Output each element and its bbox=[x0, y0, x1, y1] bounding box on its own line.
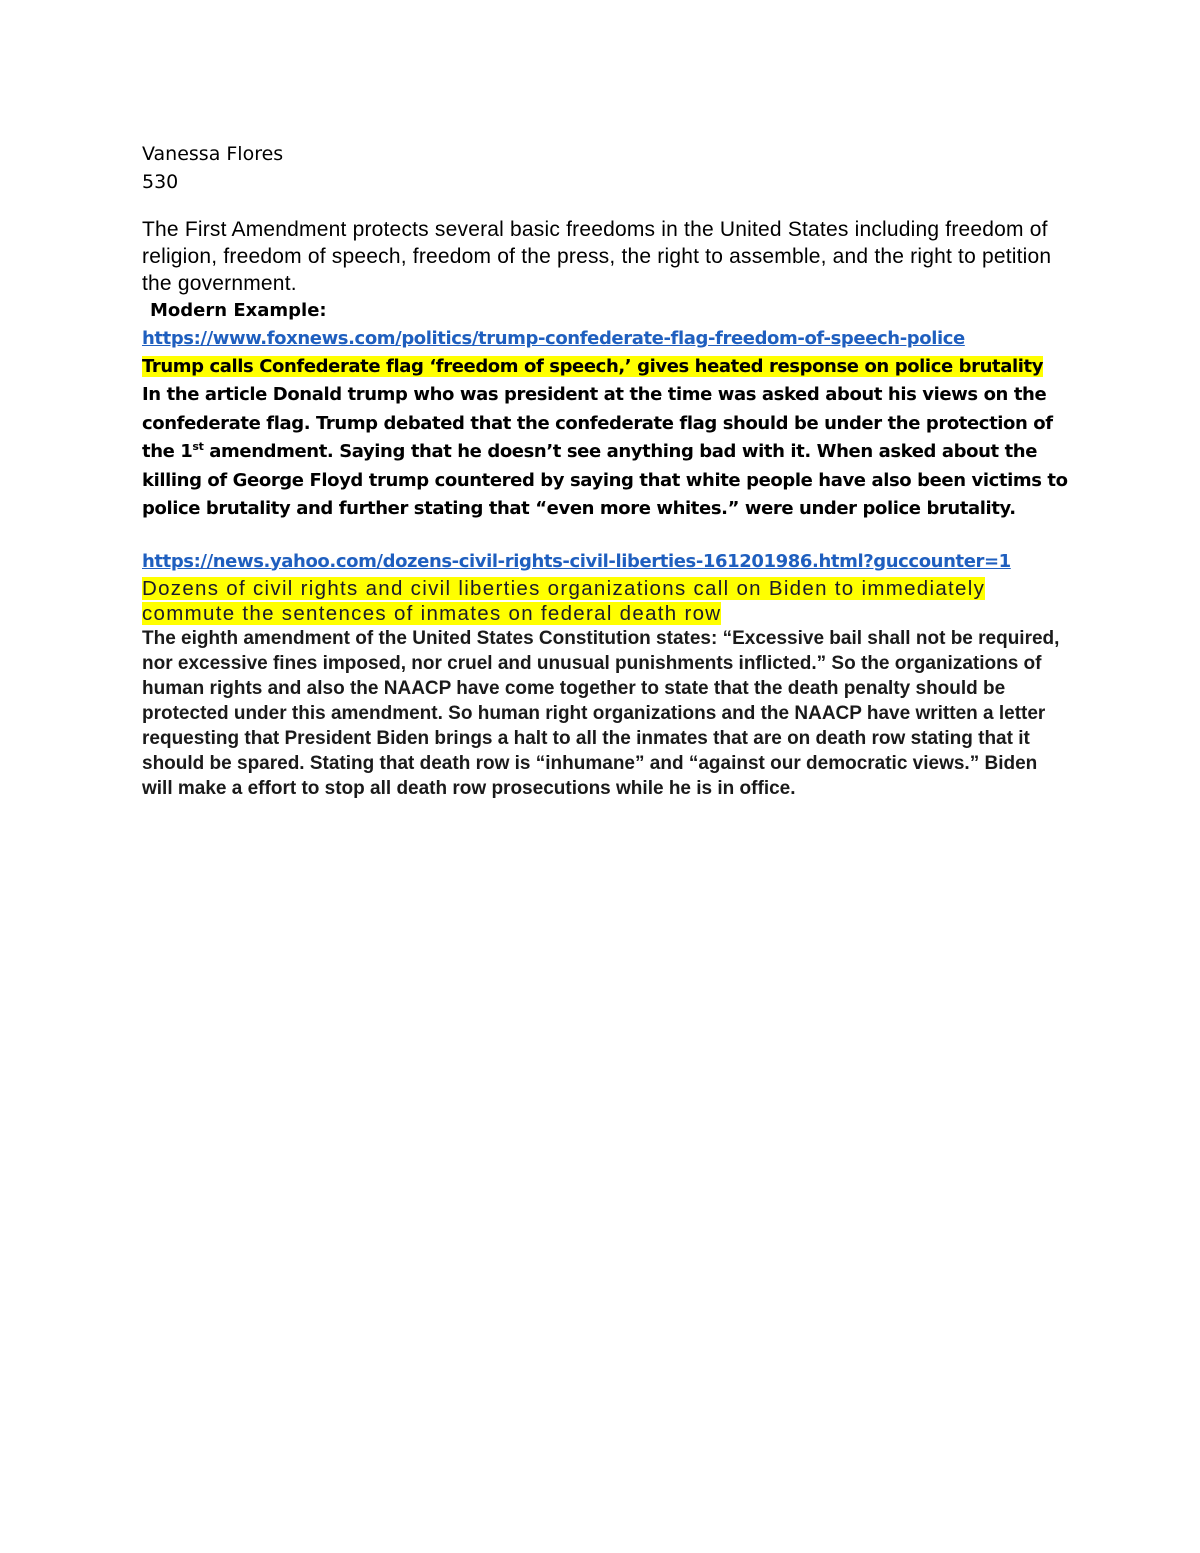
spacer bbox=[142, 524, 1072, 548]
foxnews-summary bbox=[142, 381, 1072, 524]
intro-paragraph: The First Amendment protects several basic freedoms in the United States including freedom of religion, freedom of speech, freedom of the press, the right to assemble, and the right to petition the government. bbox=[142, 218, 1052, 295]
yahoo-link[interactable]: https://news.yahoo.com/dozens-civil-rights-civil-liberties-161201986.html?guccounter=1 bbox=[142, 550, 1011, 572]
yahoo-summary: The eighth amendment of the United States Constitution states: “Excessive bail shall not be required, nor excessive fines imposed, nor cruel and unusual punishments inflicted.” So the organizations of human rights and also the NAACP have come together to state that the death penalty should be protected under this amendment. So human right organizations and the NAACP have written a letter requesting that President Biden brings a halt to all the inmates that are on death row stating that it should be spared. Stating that death row is “inhumane” and “against our democratic views.” Biden will make a effort to stop all death row prosecutions while he is in office. bbox=[142, 627, 1060, 799]
foxnews-headline-text: Trump calls Confederate flag ‘freedom of speech,’ gives heated response on police brutality bbox=[142, 356, 1044, 377]
yahoo-headline bbox=[142, 576, 1072, 626]
foxnews-summary-part2: amendment. Saying that he doesn’t see anything bad with it. When asked about the killing of George Floyd trump countered by saying that white people have also been victims to police brutality and further stating that “even more whites.” were under police brutality. bbox=[142, 441, 1068, 519]
foxnews-headline bbox=[142, 353, 1072, 381]
ordinal-suffix: st bbox=[192, 440, 204, 453]
foxnews-link[interactable]: https://www.foxnews.com/politics/trump-confederate-flag-freedom-of-speech-police bbox=[142, 328, 965, 349]
yahoo-headline-text: Dozens of civil rights and civil liberties organizations call on Biden to immediately commute the sentences of inmates on federal death row bbox=[142, 576, 986, 625]
foxnews-summary-part1: In the article Donald trump who was president at the time was asked about his views on the confederate flag. Trump debated that the confederate flag should be under the protection of the 1 bbox=[142, 384, 1053, 462]
document-page bbox=[142, 140, 1072, 801]
modern-example-label: Modern Example: bbox=[150, 300, 327, 321]
spacer bbox=[142, 196, 1072, 216]
author-name: Vanessa Flores bbox=[142, 143, 284, 165]
class-number: 530 bbox=[142, 171, 179, 193]
